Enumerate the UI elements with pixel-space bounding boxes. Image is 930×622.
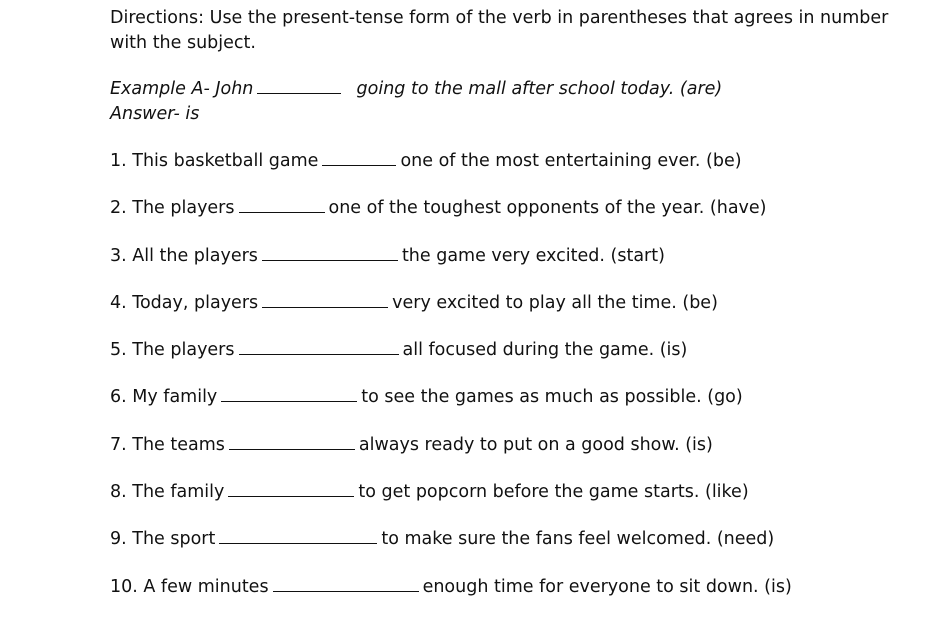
item-before: 2. The players	[110, 198, 235, 219]
item-before: 6. My family	[110, 387, 218, 408]
example-blank	[257, 79, 341, 94]
answer-blank-1[interactable]	[322, 151, 396, 166]
answer-blank-6[interactable]	[221, 387, 357, 402]
exercise-item-5	[110, 338, 910, 385]
item-after: always ready to put on a good show. (is)	[358, 434, 713, 455]
item-before: 5. The players	[110, 340, 235, 361]
answer-blank-9[interactable]	[219, 529, 377, 544]
worksheet	[110, 6, 910, 622]
exercise-item-6	[110, 385, 910, 432]
answer-blank-4[interactable]	[262, 293, 388, 308]
answer-blank-7[interactable]	[229, 435, 355, 450]
item-after: very excited to play all the time. (be)	[392, 292, 718, 313]
exercise-item-3	[110, 244, 910, 291]
item-before: 7. The teams	[110, 434, 225, 455]
item-before: 4. Today, players	[110, 292, 259, 313]
answer-blank-8[interactable]	[228, 482, 354, 497]
exercise-item-1	[110, 149, 910, 196]
item-before: 3. All the players	[110, 245, 258, 266]
item-after: all focused during the game. (is)	[402, 340, 688, 361]
example-block	[110, 77, 910, 127]
exercise-item-8	[110, 480, 910, 527]
example-before: Example A- John	[110, 79, 254, 99]
exercise-item-7	[110, 433, 910, 480]
answer-blank-10[interactable]	[273, 577, 419, 592]
exercise-item-4	[110, 291, 910, 338]
item-after: to get popcorn before the game starts. (like)	[358, 482, 749, 503]
directions-text: Directions: Use the present-tense form of the verb in parentheses that agrees in number with the subject.	[110, 8, 889, 53]
exercise-item-2	[110, 196, 910, 243]
item-before: 10. A few minutes	[110, 576, 269, 597]
item-after: enough time for everyone to sit down. (is)	[422, 576, 792, 597]
item-after: one of the most entertaining ever. (be)	[400, 151, 742, 171]
item-before: 9. The sport	[110, 529, 216, 550]
answer-blank-2[interactable]	[239, 198, 325, 213]
item-after: to make sure the fans feel welcomed. (need)	[381, 529, 775, 550]
exercise-item-10	[110, 575, 910, 622]
example-question	[110, 77, 910, 102]
answer-blank-3[interactable]	[262, 246, 398, 261]
exercise-item-9	[110, 527, 910, 574]
answer-blank-5[interactable]	[239, 340, 399, 355]
exercise-list	[110, 149, 910, 622]
item-after: one of the toughest opponents of the year. (have)	[328, 198, 767, 219]
item-before: 1. This basketball game	[110, 151, 319, 171]
item-after: to see the games as much as possible. (go)	[361, 387, 743, 408]
example-answer: Answer- is	[110, 104, 200, 124]
item-after: the game very excited. (start)	[401, 245, 665, 266]
item-before: 8. The family	[110, 482, 225, 503]
example-after: going to the mall after school today. (are)	[356, 79, 723, 99]
